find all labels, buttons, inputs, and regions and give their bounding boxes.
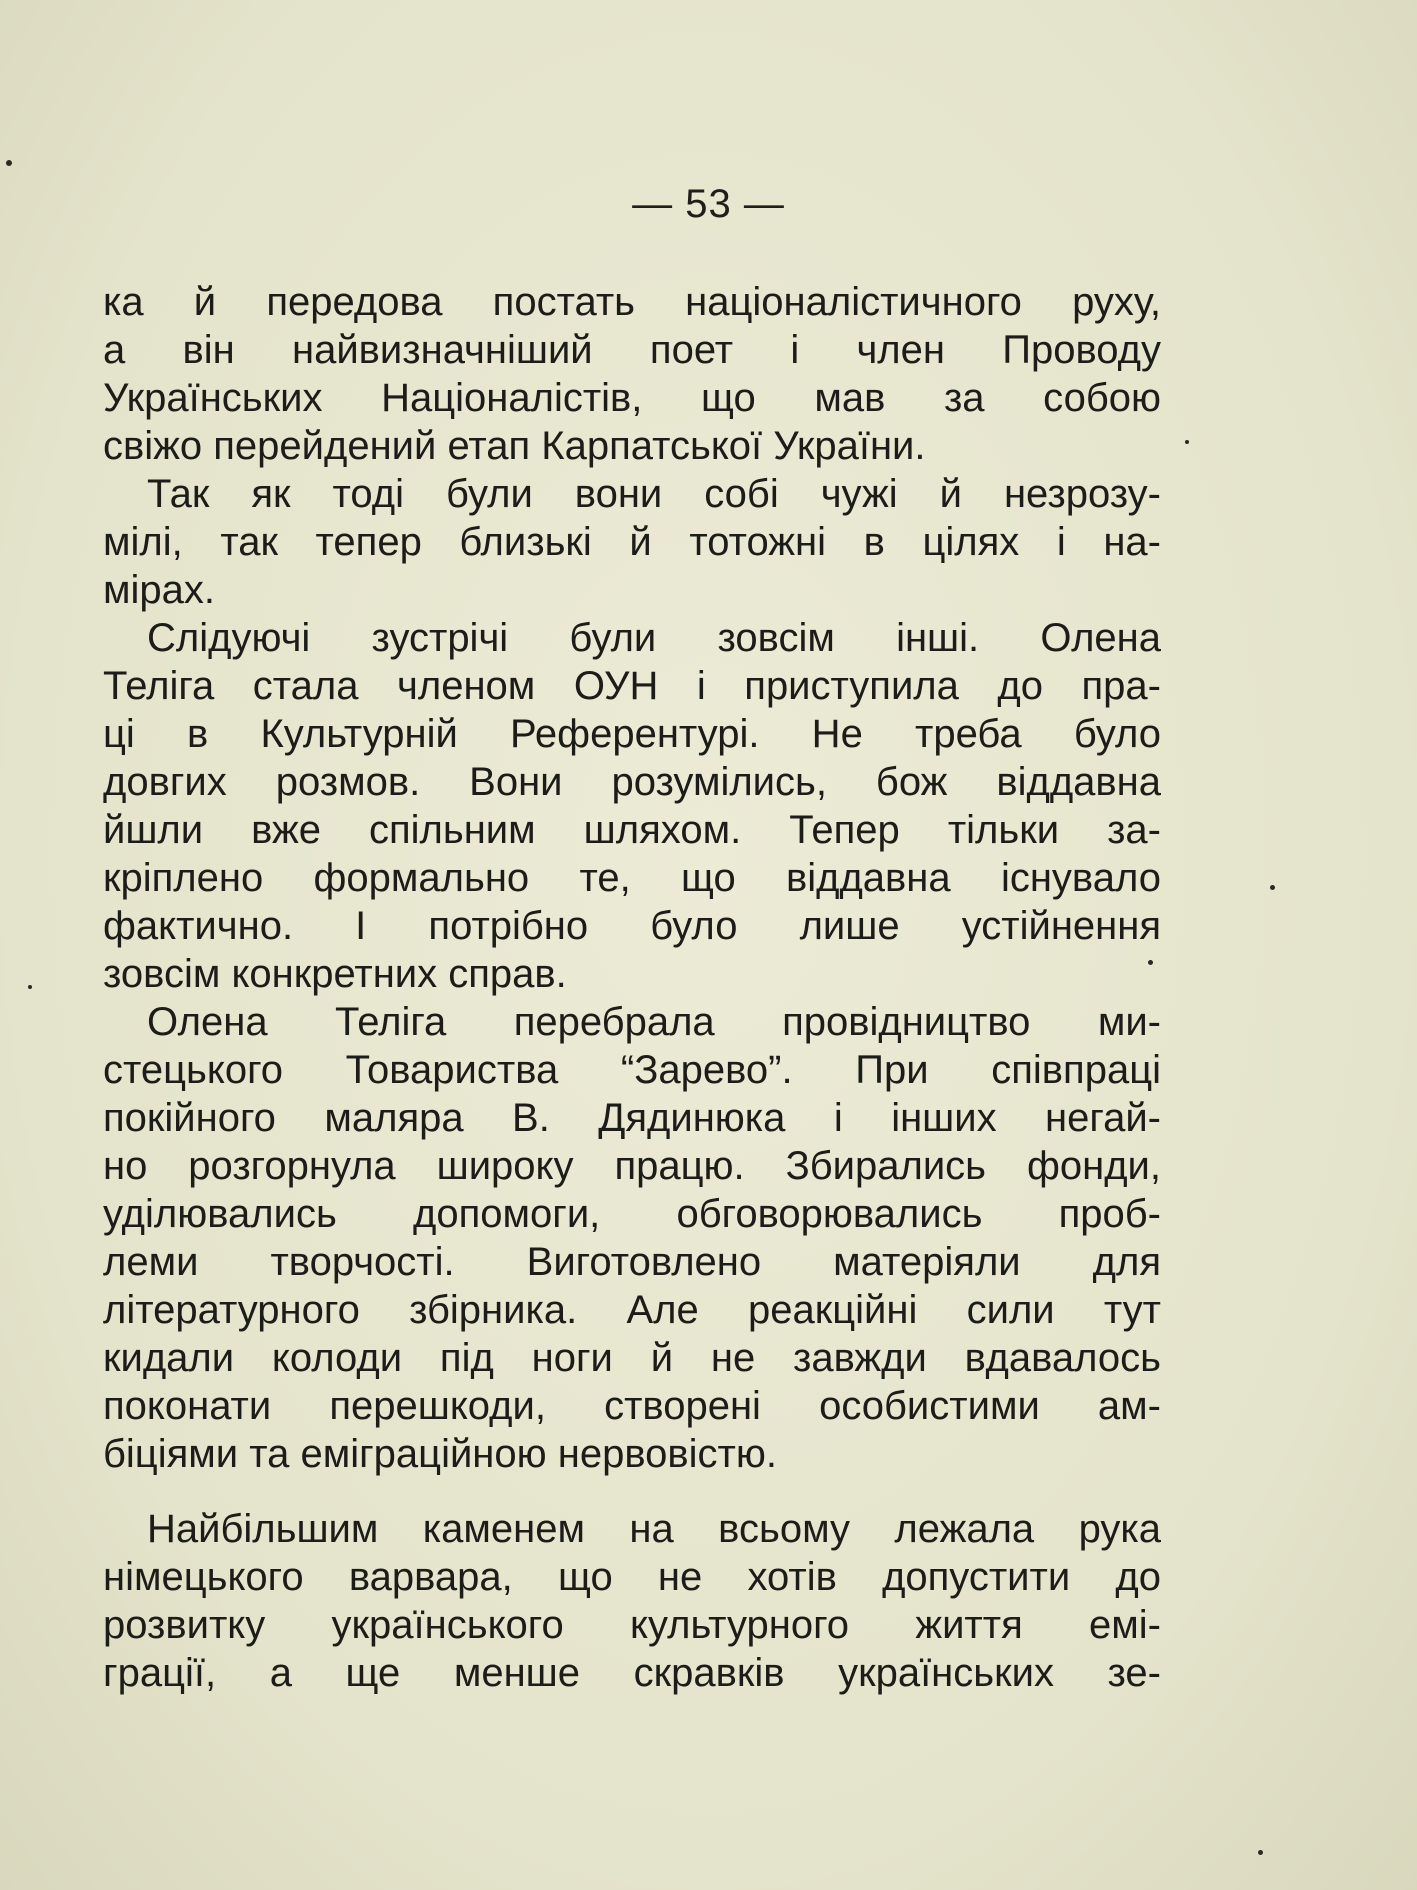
- paper-speck: [6, 160, 12, 166]
- paper-speck: [28, 985, 32, 989]
- paragraph: [103, 998, 1161, 1478]
- text-line: стецького Товариства “Зарево”. При співпраці: [103, 1048, 1161, 1092]
- text-line: Так як тоді були вони собі чужі й незрозу-: [147, 472, 1161, 516]
- text-line: Найбільшим каменем на всьому лежала рука: [147, 1507, 1161, 1551]
- text-line: фактично. І потрібно було лише устійнення: [103, 904, 1161, 948]
- text-line: Слідуючі зустрічі були зовсім інші. Олена: [147, 616, 1161, 660]
- text-line: леми творчості. Виготовлено матеріяли для: [103, 1240, 1161, 1284]
- text-line: уділювались допомоги, обговорювались проб-: [103, 1192, 1161, 1236]
- text-line: кріплено формально те, що віддавна існувало: [103, 856, 1161, 900]
- paragraph: [103, 1505, 1161, 1697]
- text-line: но розгорнула широку працю. Збирались фонди,: [103, 1144, 1161, 1188]
- text-line: кидали колоди під ноги й не завжди вдавалось: [103, 1336, 1161, 1380]
- text-line: ка й передова постать націоналістичного руху,: [103, 280, 1161, 324]
- text-line: грації, а ще менше скравків українських зе-: [103, 1651, 1161, 1695]
- text-line: зовсім конкретних справ.: [103, 952, 567, 996]
- text-line: йшли вже спільним шляхом. Тепер тільки за-: [103, 808, 1161, 852]
- text-line: а він найвизначніший поет і член Проводу: [103, 328, 1161, 372]
- text-line: розвитку українського культурного життя емі-: [103, 1603, 1161, 1647]
- paragraph: [103, 278, 1161, 470]
- text-line: біціями та еміграційною нервовістю.: [103, 1432, 777, 1476]
- text-line: поконати перешкоди, створені особистими ам-: [103, 1384, 1161, 1428]
- paper-speck: [1270, 885, 1275, 890]
- text-line: мілі, так тепер близькі й тотожні в цілях і на-: [103, 520, 1161, 564]
- text-line: Теліга стала членом ОУН і приступила до пра-: [103, 664, 1161, 708]
- page-number: — 53 —: [632, 182, 785, 226]
- text-line: мірах.: [103, 568, 215, 612]
- text-line: свіжо перейдений етап Карпатської України.: [103, 424, 926, 468]
- text-line: покійного маляра В. Дядинюка і інших негай-: [103, 1096, 1161, 1140]
- paper-speck: [1258, 1850, 1263, 1855]
- text-line: літературного збірника. Але реакційні сили тут: [103, 1288, 1161, 1332]
- paragraph: [103, 614, 1161, 998]
- body-text: [103, 278, 1161, 1697]
- text-line: Олена Теліга перебрала провідництво ми-: [147, 1000, 1161, 1044]
- text-line: Українських Націоналістів, що мав за собою: [103, 376, 1161, 420]
- text-line: довгих розмов. Вони розумілись, бож віддавна: [103, 760, 1161, 804]
- text-line: німецького варвара, що не хотів допустити до: [103, 1555, 1161, 1599]
- text-line: ці в Культурній Референтурі. Не треба було: [103, 712, 1161, 756]
- paper-speck: [1185, 440, 1189, 444]
- paper-speck: [1148, 960, 1153, 965]
- paragraph: [103, 470, 1161, 614]
